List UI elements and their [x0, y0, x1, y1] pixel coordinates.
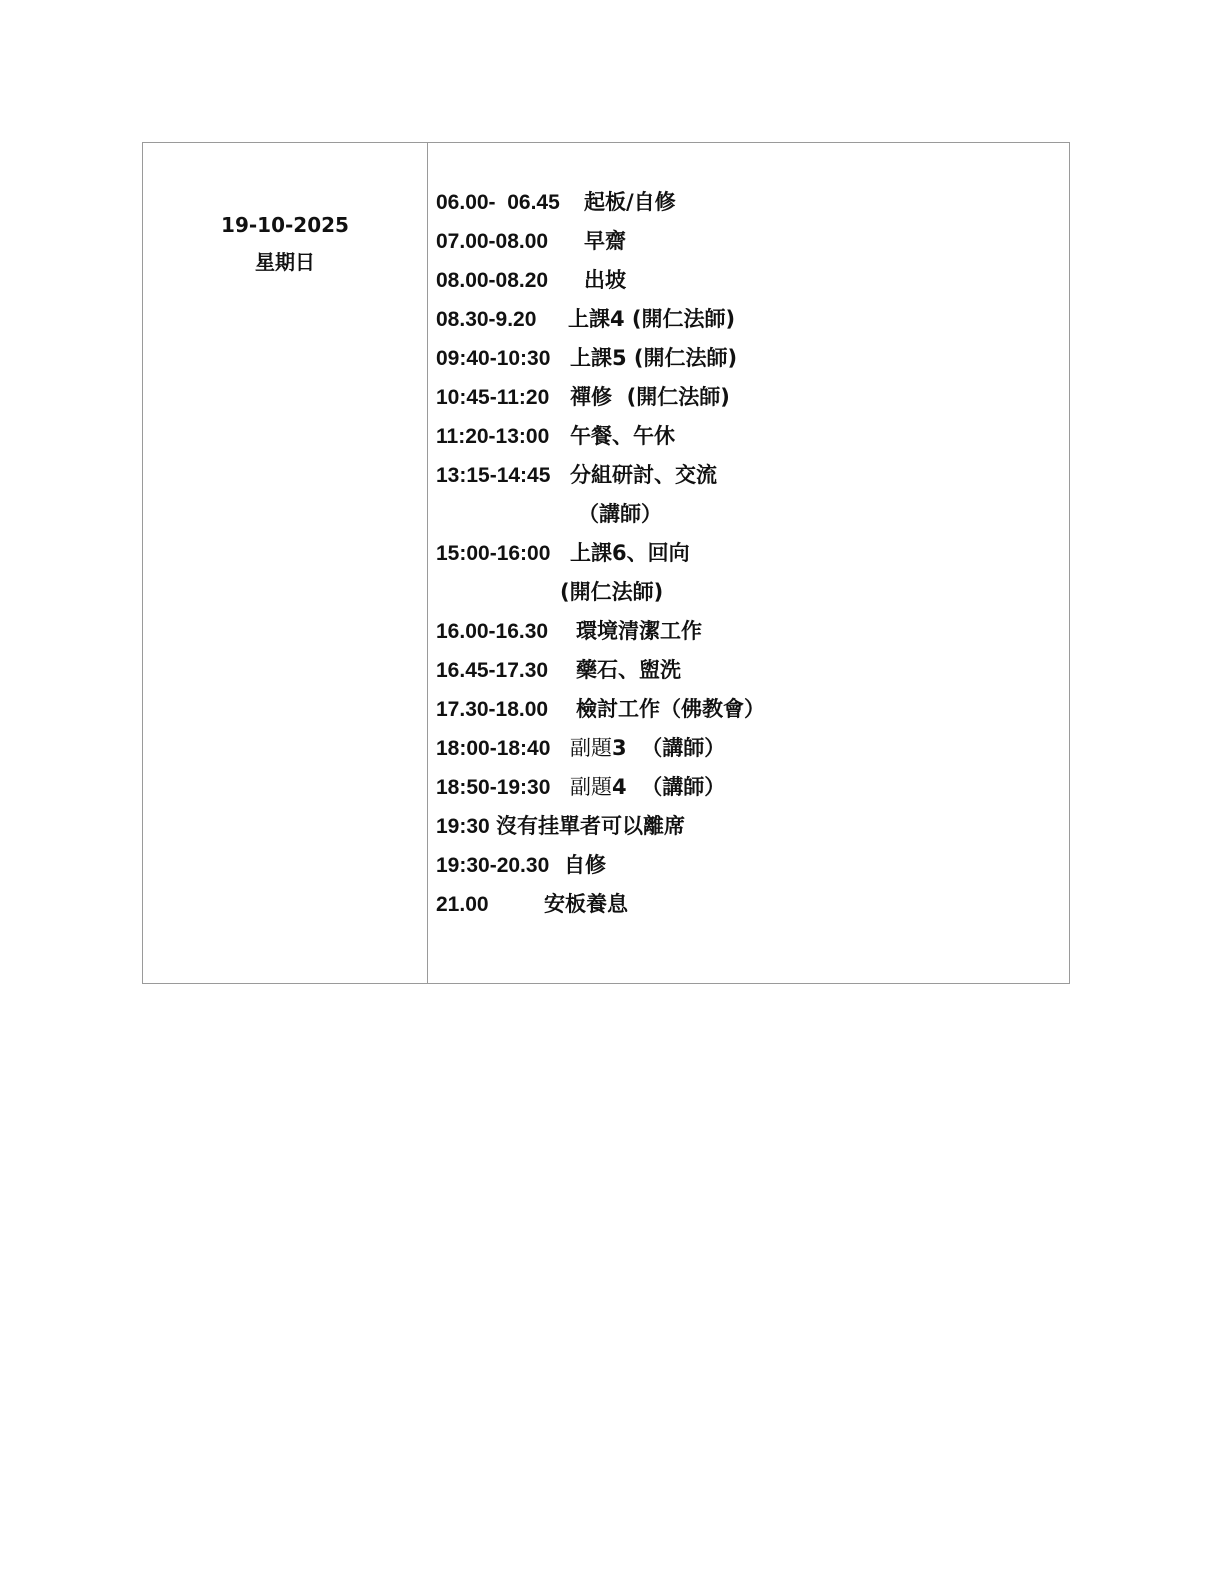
schedule-line — [436, 534, 1069, 573]
date-cell — [143, 143, 428, 984]
schedule-time: 19:30-20.30 — [436, 854, 550, 877]
schedule-time: 18:50-19:30 — [436, 776, 551, 799]
schedule-time: 07.00-08.00 — [436, 230, 549, 253]
schedule-activity: 藥石、盥洗 — [576, 658, 681, 682]
schedule-time: 10:45-11:20 — [436, 386, 550, 409]
schedule-time: 18:00-18:40 — [436, 737, 551, 760]
schedule-table — [142, 142, 1070, 984]
schedule-activity: 上課4 (開仁法師) — [568, 307, 736, 331]
schedule-line — [436, 222, 1069, 261]
schedule-activity: 檢討工作（佛教會） — [576, 697, 765, 721]
schedule-activity-prefix: 副題 — [570, 775, 612, 799]
schedule-line — [436, 612, 1069, 651]
schedule-line — [436, 261, 1069, 300]
schedule-time: 08.00-08.20 — [436, 269, 549, 292]
schedule-activity: 分組研討、交流 — [570, 463, 717, 487]
schedule-activity: (開仁法師) — [560, 580, 664, 604]
schedule-time: 16.45-17.30 — [436, 659, 549, 682]
schedule-line — [436, 378, 1069, 417]
schedule-activity: 起板/自修 — [584, 190, 676, 214]
table-row — [143, 143, 1070, 984]
schedule-time: 13:15-14:45 — [436, 464, 551, 487]
schedule-activity: 環境清潔工作 — [576, 619, 702, 643]
schedule-activity: 上課5 (開仁法師) — [570, 346, 738, 370]
schedule-activity: 上課6、回向 — [570, 541, 690, 565]
schedule-line — [436, 417, 1069, 456]
schedule-activity: 3 （講師） — [612, 736, 726, 760]
schedule-line — [436, 690, 1069, 729]
schedule-time: 16.00-16.30 — [436, 620, 549, 643]
schedule-line — [436, 300, 1069, 339]
schedule-line — [436, 183, 1069, 222]
schedule-time: 08.30-9.20 — [436, 308, 537, 331]
schedule-line — [436, 456, 1069, 495]
schedule-time: 09:40-10:30 — [436, 347, 551, 370]
date-label: 19-10-2025 — [221, 213, 349, 237]
schedule-cell — [428, 143, 1070, 984]
schedule-time: 06.00- 06.45 — [436, 191, 560, 214]
weekday-label: 星期日 — [255, 250, 315, 274]
schedule-line — [436, 729, 1069, 768]
schedule-time: 21.00 — [436, 893, 489, 916]
schedule-activity: 出坡 — [584, 268, 626, 292]
schedule-activity: 午餐、午休 — [570, 424, 675, 448]
schedule-time: 19:30 — [436, 815, 490, 838]
schedule-line — [436, 768, 1069, 807]
schedule-activity: 自修 — [564, 853, 606, 877]
schedule-activity: 安板養息 — [544, 892, 628, 916]
schedule-activity-prefix: 副題 — [570, 736, 612, 760]
schedule-time: 17.30-18.00 — [436, 698, 549, 721]
schedule-activity: 禪修 (開仁法師) — [570, 385, 730, 409]
schedule-activity: （講師） — [578, 502, 662, 526]
schedule-line — [436, 495, 1069, 534]
schedule-activity: 4 （講師） — [612, 775, 726, 799]
schedule-line — [436, 651, 1069, 690]
schedule-time: 11:20-13:00 — [436, 425, 550, 448]
schedule-line — [436, 339, 1069, 378]
schedule-time: 15:00-16:00 — [436, 542, 551, 565]
schedule-line — [436, 885, 1069, 924]
schedule-activity: 沒有挂單者可以離席 — [496, 814, 685, 838]
schedule-line — [436, 573, 1069, 612]
schedule-line — [436, 807, 1069, 846]
schedule-activity: 早齋 — [584, 229, 626, 253]
schedule-line — [436, 846, 1069, 885]
